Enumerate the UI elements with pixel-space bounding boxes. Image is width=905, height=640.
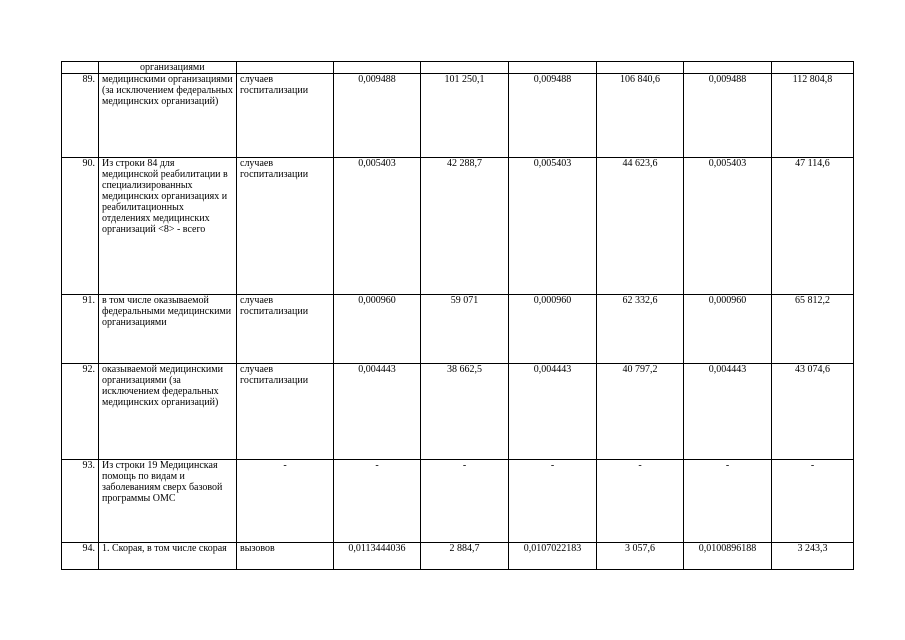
- row-number: [62, 62, 99, 74]
- row-value: 0,0100896188: [684, 543, 772, 570]
- row-value: -: [684, 460, 772, 543]
- row-value: -: [421, 460, 509, 543]
- row-value: [334, 62, 421, 74]
- table-row: [62, 158, 854, 295]
- row-value: 0,004443: [684, 364, 772, 460]
- row-number: 89.: [62, 74, 99, 158]
- table-row: [62, 62, 854, 74]
- row-value: -: [334, 460, 421, 543]
- row-unit: [237, 62, 334, 74]
- row-unit: -: [237, 460, 334, 543]
- row-value: -: [597, 460, 684, 543]
- row-number: 94.: [62, 543, 99, 570]
- row-number: 91.: [62, 295, 99, 364]
- row-name: 1. Скорая, в том числе скорая: [99, 543, 237, 570]
- row-name: организациями: [99, 62, 237, 74]
- row-value: 0,0107022183: [509, 543, 597, 570]
- row-value: 0,0113444036: [334, 543, 421, 570]
- row-name: в том числе оказываемой федеральными медицинскими организациями: [99, 295, 237, 364]
- row-value: 0,009488: [334, 74, 421, 158]
- table-row: [62, 543, 854, 570]
- row-name: Из строки 84 для медицинской реабилитации в специализированных медицинских организациях и реабилитационных отделениях медицинских организаций <8> - всего: [99, 158, 237, 295]
- row-value: [509, 62, 597, 74]
- row-value: 0,004443: [334, 364, 421, 460]
- row-unit: вызовов: [237, 543, 334, 570]
- norms-table: [61, 61, 854, 570]
- table-row: [62, 74, 854, 158]
- row-value: [597, 62, 684, 74]
- table-row: [62, 364, 854, 460]
- row-value: 101 250,1: [421, 74, 509, 158]
- row-value: 0,000960: [509, 295, 597, 364]
- row-value: 65 812,2: [772, 295, 854, 364]
- row-value: 0,000960: [684, 295, 772, 364]
- row-value: 3 243,3: [772, 543, 854, 570]
- row-value: 0,005403: [684, 158, 772, 295]
- row-value: 0,009488: [509, 74, 597, 158]
- row-value: 0,004443: [509, 364, 597, 460]
- row-unit: случаев госпитализации: [237, 364, 334, 460]
- row-value: 43 074,6: [772, 364, 854, 460]
- row-value: 3 057,6: [597, 543, 684, 570]
- row-value: 62 332,6: [597, 295, 684, 364]
- row-value: 44 623,6: [597, 158, 684, 295]
- row-value: 47 114,6: [772, 158, 854, 295]
- row-value: [684, 62, 772, 74]
- row-value: 106 840,6: [597, 74, 684, 158]
- table-row: [62, 295, 854, 364]
- row-value: 59 071: [421, 295, 509, 364]
- table-row: [62, 460, 854, 543]
- row-value: 42 288,7: [421, 158, 509, 295]
- row-name: медицинскими организациями (за исключением федеральных медицинских организаций): [99, 74, 237, 158]
- row-unit: случаев госпитализации: [237, 295, 334, 364]
- row-number: 92.: [62, 364, 99, 460]
- row-value: 40 797,2: [597, 364, 684, 460]
- row-unit: случаев госпитализации: [237, 74, 334, 158]
- row-value: [772, 62, 854, 74]
- row-number: 93.: [62, 460, 99, 543]
- row-value: 38 662,5: [421, 364, 509, 460]
- row-name: оказываемой медицинскими организациями (за исключением федеральных медицинских организаций): [99, 364, 237, 460]
- row-value: 0,009488: [684, 74, 772, 158]
- row-number: 90.: [62, 158, 99, 295]
- table-body: [62, 62, 854, 570]
- row-value: 0,000960: [334, 295, 421, 364]
- row-value: 0,005403: [509, 158, 597, 295]
- row-value: [421, 62, 509, 74]
- row-value: -: [509, 460, 597, 543]
- row-value: 112 804,8: [772, 74, 854, 158]
- row-value: -: [772, 460, 854, 543]
- row-value: 0,005403: [334, 158, 421, 295]
- row-name: Из строки 19 Медицинская помощь по видам и заболеваниям сверх базовой программы ОМС: [99, 460, 237, 543]
- row-value: 2 884,7: [421, 543, 509, 570]
- row-unit: случаев госпитализации: [237, 158, 334, 295]
